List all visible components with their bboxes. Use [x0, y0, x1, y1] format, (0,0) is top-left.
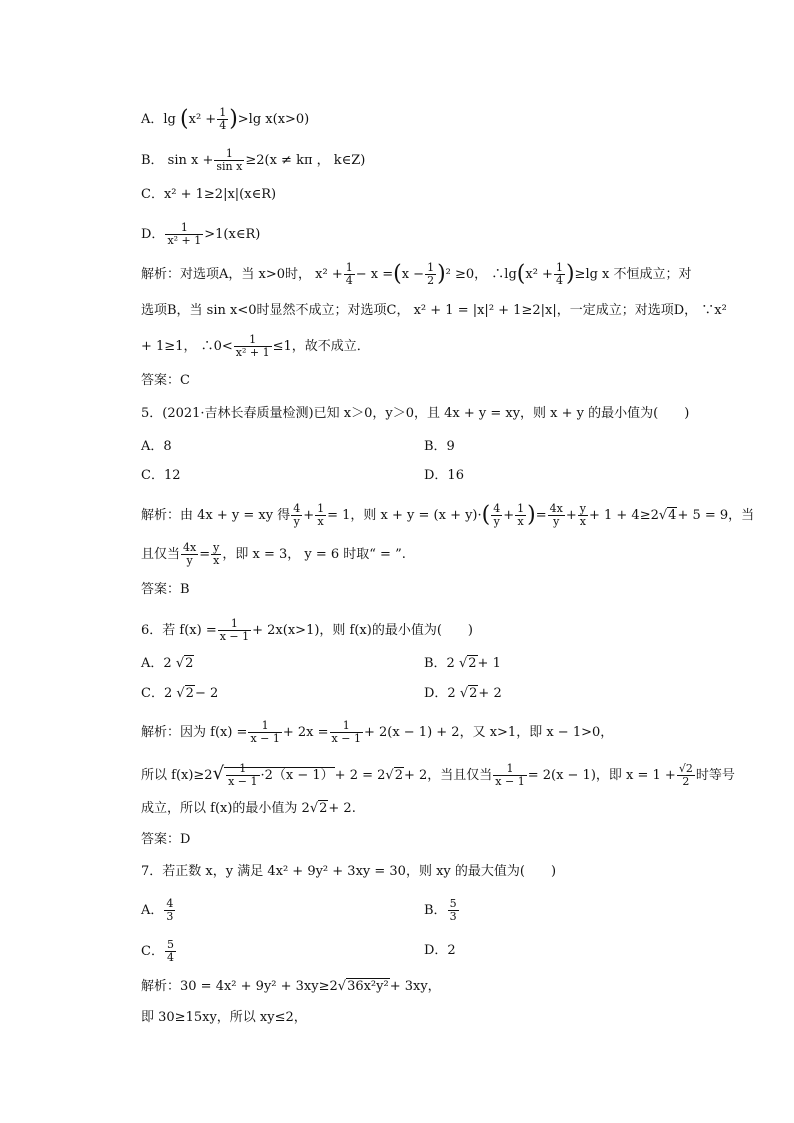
fraction: $\frac{4}{y}$: [293, 502, 301, 528]
fraction: $\frac{5}{4}$: [166, 938, 174, 964]
q6-option-a: A．2 √2: [141, 656, 194, 671]
q5-option-b: B．9: [424, 439, 455, 454]
q5-answer: 答案：B: [141, 582, 190, 597]
fraction: $\frac{1}{x}$: [317, 502, 325, 528]
q7-option-b: B． $\frac{5}{3}$: [424, 897, 457, 923]
q6-answer: 答案：D: [141, 832, 191, 847]
q4-option-a-prefix: A．lg: [141, 112, 176, 127]
fraction: $\frac{5}{3}$: [449, 897, 457, 923]
q7-stem: 7．若正数 x，y 满足 4x² + 9y² + 3xy = 30，则 xy 的最大值为( ): [141, 864, 557, 879]
fraction: $\frac{1}{x - 1}$: [250, 719, 280, 745]
q4-solution-line2: 选项B，当 sin x<0时显然不成立；对选项C， x² + 1 = |x|² + 1≥2|x|，一定成立；对选项D， ∵x²: [141, 303, 727, 318]
q6-solution-line3: 成立，所以 f(x)的最小值为 2√2+ 2.: [141, 801, 356, 816]
fraction: $\frac{1}{x - 1}$: [331, 719, 361, 745]
fraction: $\frac{1}{x - 1}$: [228, 762, 258, 788]
q5-solution-line1: 解析：由 4x + y = xy 得 $\frac{4}{y}$ + $\frac{1}{x}$ = 1，则 x + y = (x + y)·( $\frac{4}{y}$ + $\frac{1}{x}$ )= $\frac{4x}{y}$ + $\frac{y}{x}$ + 1 + 4≥2√4+ 5 = 9，当: [141, 502, 755, 528]
fraction: $\frac{4x}{y}$: [183, 541, 197, 567]
q5-option-d: D．16: [424, 468, 464, 483]
q5-stem: 5．(2021·吉林长春质量检测)已知 x＞0，y＞0，且 4x + y = xy，则 x + y 的最小值为( ): [141, 406, 690, 421]
q4-option-a: A．lg (x² + $\frac{1}{4}$ )>lg x(x>0): [141, 106, 310, 132]
fraction: $\frac{1}{\text{x² + 1}}$: [167, 221, 202, 247]
q6-stem: 6．若 f(x) = $\frac{1}{x - 1}$ + 2x(x>1)，则 f(x)的最小值为( ): [141, 617, 473, 643]
fraction: $\frac{4}{3}$: [166, 897, 174, 923]
fraction: $\frac{√2}{2}$: [678, 762, 693, 788]
fraction: $\frac{4}{y}$: [493, 502, 501, 528]
fraction: $\frac{1}{x - 1}$: [219, 617, 250, 643]
q7-option-a: A． $\frac{4}{3}$: [141, 897, 174, 923]
q6-solution-line2: 所以 f(x)≥2√ $\frac{1}{x - 1}$ ·2（x − 1）+ 2 = 2√2+ 2，当且仅当 $\frac{1}{x - 1}$ = 2(x − 1)，即 x = 1 + $\frac{√2}{2}$ 时等号: [141, 762, 735, 788]
q6-option-b: B．2 √2+ 1: [424, 656, 501, 671]
q5-option-c: C．12: [141, 468, 181, 483]
q4-solution-line1: 解析：对选项A，当 x>0时， x² + $\frac{1}{4}$ − x =(x − $\frac{1}{2}$ )² ≥0， ∴lg(x² + $\frac{1}{4}$ )≥lg x 不恒成立；对: [141, 261, 692, 287]
fraction: $\frac{1}{4}$: [219, 106, 227, 132]
q4-option-c: C．x² + 1≥2|x|(x∈R): [141, 187, 277, 202]
fraction: $\frac{1}{\text{x² + 1}}$: [235, 333, 270, 359]
fraction: $\frac{4x}{y}$: [549, 502, 563, 528]
fraction: $\frac{1}{x}$: [517, 502, 525, 528]
q4-option-b: B． sin x + $\frac{1}{\text{sin x}}$ ≥2(x ≠ kπ ， k∈Z): [141, 147, 366, 173]
q6-option-d: D．2 √2+ 2: [424, 686, 502, 701]
fraction: $\frac{1}{\text{sin x}}$: [216, 147, 243, 173]
q4-solution-line3: + 1≥1， ∴0< $\frac{1}{\text{x² + 1}}$ ≤1，故不成立．: [141, 333, 370, 359]
fraction: $\frac{1}{4}$: [555, 261, 563, 287]
q7-solution-line1: 解析：30 = 4x² + 9y² + 3xy≥2√36x²y²+ 3xy，: [141, 979, 441, 994]
q7-option-c: C． $\frac{5}{4}$: [141, 938, 174, 964]
q4-option-d: D． $\frac{1}{\text{x² + 1}}$ >1(x∈R): [141, 221, 261, 247]
q4-answer: 答案：C: [141, 373, 190, 388]
fraction: $\frac{y}{x}$: [579, 502, 586, 528]
fraction: $\frac{y}{x}$: [213, 541, 220, 567]
q6-solution-line1: 解析：因为 f(x) = $\frac{1}{x - 1}$ + 2x = $\frac{1}{x - 1}$ + 2(x − 1) + 2，又 x>1，即 x − 1>0，: [141, 719, 614, 745]
fraction: $\frac{1}{2}$: [427, 261, 435, 287]
fraction: $\frac{1}{x - 1}$: [495, 762, 525, 788]
q5-solution-line2: 且仅当 $\frac{4x}{y}$ = $\frac{y}{x}$ ，即 x = 3， y = 6 时取“ = ”.: [141, 541, 406, 567]
q7-option-d: D．2: [424, 943, 456, 958]
q7-solution-line2: 即 30≥15xy，所以 xy≤2，: [141, 1010, 307, 1025]
q5-option-a: A．8: [141, 439, 172, 454]
q6-option-c: C．2 √2− 2: [141, 686, 219, 701]
fraction: $\frac{1}{4}$: [345, 261, 353, 287]
